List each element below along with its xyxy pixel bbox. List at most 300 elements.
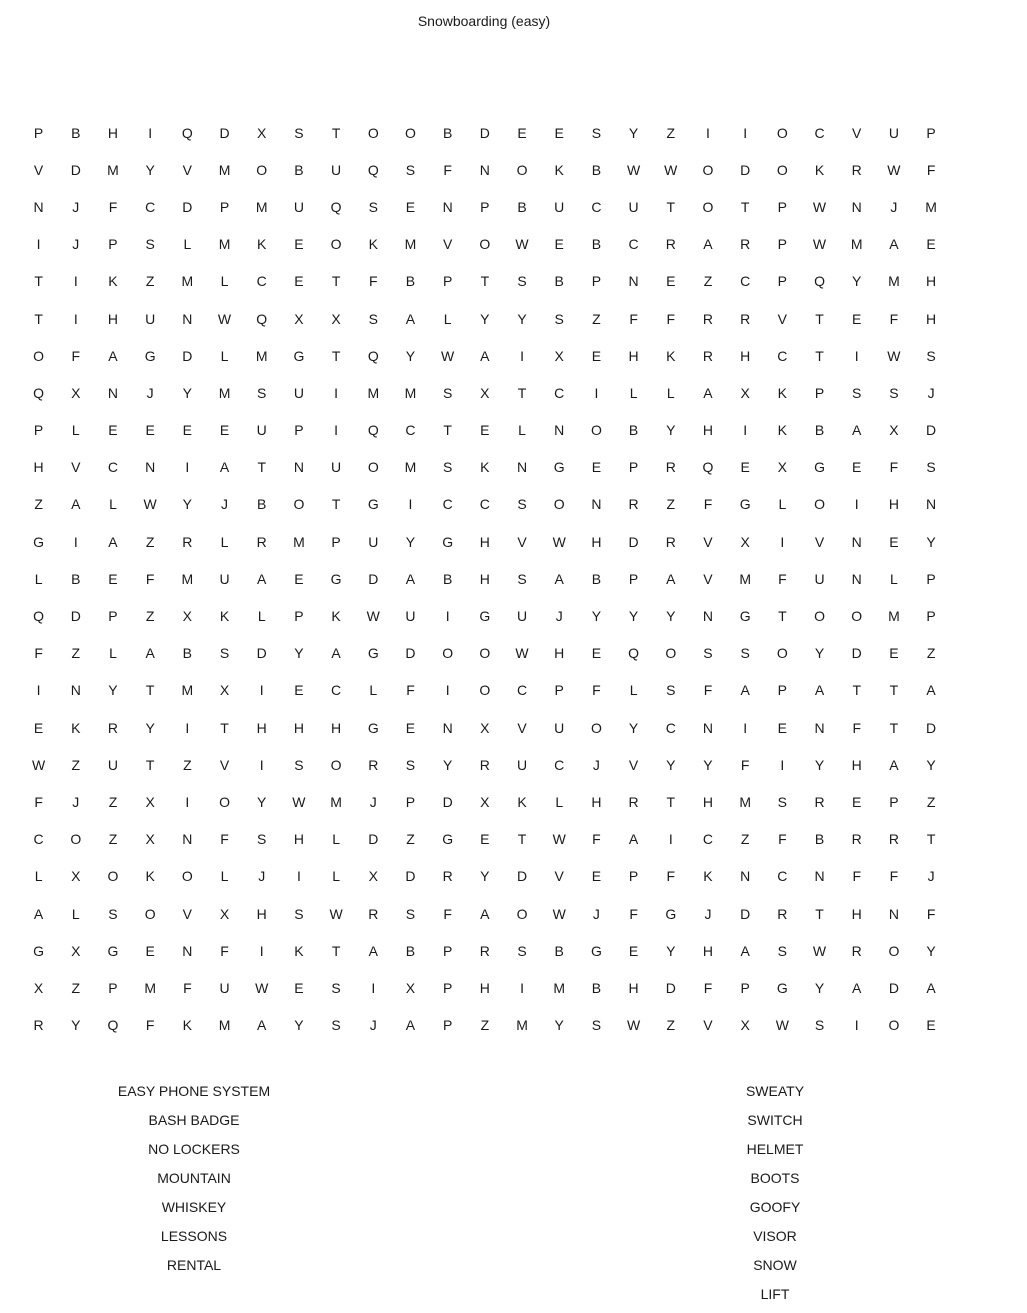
grid-cell[interactable]: C xyxy=(145,198,156,215)
grid-cell[interactable]: F xyxy=(183,979,192,996)
grid-cell[interactable]: K xyxy=(71,719,81,736)
grid-cell[interactable]: F xyxy=(703,682,713,699)
grid-cell[interactable]: K xyxy=(108,273,118,290)
grid-cell[interactable]: P xyxy=(777,236,788,253)
grid-cell[interactable]: U xyxy=(293,384,304,401)
grid-cell[interactable]: N xyxy=(591,496,602,513)
grid-cell[interactable]: F xyxy=(629,310,638,327)
grid-cell[interactable]: O xyxy=(442,645,454,662)
grid-cell[interactable]: E xyxy=(480,422,490,439)
grid-cell[interactable]: S xyxy=(591,1017,602,1034)
grid-cell[interactable]: R xyxy=(777,905,788,922)
grid-cell[interactable]: R xyxy=(851,831,862,848)
grid-cell[interactable]: N xyxy=(479,161,490,178)
grid-cell[interactable]: R xyxy=(442,868,453,885)
grid-cell[interactable]: J xyxy=(369,793,377,810)
grid-cell[interactable]: Y xyxy=(926,756,936,773)
grid-cell[interactable]: Y xyxy=(814,756,825,773)
grid-cell[interactable]: V xyxy=(703,570,713,587)
grid-cell[interactable]: Y xyxy=(926,942,936,959)
grid-cell[interactable]: J xyxy=(592,905,600,922)
grid-cell[interactable]: R xyxy=(665,459,676,476)
grid-cell[interactable]: E xyxy=(480,831,490,848)
grid-cell[interactable]: B xyxy=(442,570,453,587)
grid-cell[interactable]: Q xyxy=(33,608,45,625)
grid-cell[interactable]: B xyxy=(591,161,602,178)
grid-cell[interactable]: V xyxy=(777,310,788,327)
grid-cell[interactable]: D xyxy=(888,979,899,996)
grid-cell[interactable]: W xyxy=(552,905,566,922)
grid-cell[interactable]: O xyxy=(516,905,528,922)
grid-cell[interactable]: Y xyxy=(814,645,825,662)
grid-cell[interactable]: H xyxy=(256,719,267,736)
grid-cell[interactable]: P xyxy=(442,273,453,290)
grid-cell[interactable]: W xyxy=(366,608,380,625)
grid-cell[interactable]: P xyxy=(777,198,788,215)
grid-cell[interactable]: U xyxy=(554,719,565,736)
grid-cell[interactable]: W xyxy=(812,198,827,215)
grid-cell[interactable]: X xyxy=(145,831,155,848)
grid-cell[interactable]: Z xyxy=(145,608,155,625)
grid-cell[interactable]: Q xyxy=(330,198,342,215)
grid-cell[interactable]: C xyxy=(331,682,342,699)
grid-cell[interactable]: F xyxy=(220,942,229,959)
grid-cell[interactable]: N xyxy=(851,570,862,587)
grid-cell[interactable]: L xyxy=(332,831,340,848)
grid-cell[interactable]: F xyxy=(592,682,601,699)
grid-cell[interactable]: X xyxy=(480,793,490,810)
grid-cell[interactable]: Z xyxy=(108,831,118,848)
grid-cell[interactable]: C xyxy=(554,384,565,401)
grid-cell[interactable]: L xyxy=(443,310,452,327)
grid-cell[interactable]: H xyxy=(740,347,751,364)
grid-cell[interactable]: T xyxy=(666,793,676,810)
grid-cell[interactable]: Y xyxy=(145,719,155,736)
grid-cell[interactable]: R xyxy=(665,533,676,550)
grid-cell[interactable]: C xyxy=(256,273,267,290)
grid-cell[interactable]: F xyxy=(666,868,676,885)
grid-cell[interactable]: E xyxy=(294,570,304,587)
grid-cell[interactable]: D xyxy=(368,831,379,848)
grid-cell[interactable]: S xyxy=(219,645,230,662)
grid-cell[interactable]: J xyxy=(555,608,563,625)
grid-cell[interactable]: P xyxy=(628,570,639,587)
grid-cell[interactable]: Q xyxy=(628,645,640,662)
grid-cell[interactable]: M xyxy=(293,533,305,550)
grid-cell[interactable]: O xyxy=(70,831,82,848)
grid-cell[interactable]: Z xyxy=(926,793,936,810)
grid-cell[interactable]: A xyxy=(852,979,862,996)
grid-cell[interactable]: M xyxy=(255,198,268,215)
grid-cell[interactable]: L xyxy=(71,905,80,922)
grid-cell[interactable]: E xyxy=(852,793,862,810)
grid-cell[interactable]: T xyxy=(517,384,527,401)
grid-cell[interactable]: N xyxy=(814,719,825,736)
grid-cell[interactable]: P xyxy=(331,533,341,550)
grid-cell[interactable]: T xyxy=(889,719,899,736)
grid-cell[interactable]: C xyxy=(554,756,565,773)
grid-cell[interactable]: V xyxy=(517,719,527,736)
grid-cell[interactable]: O xyxy=(367,124,379,141)
grid-cell[interactable]: I xyxy=(334,384,339,401)
grid-cell[interactable]: A xyxy=(703,384,713,401)
grid-cell[interactable]: E xyxy=(294,273,304,290)
grid-cell[interactable]: P xyxy=(294,422,304,439)
grid-cell[interactable]: U xyxy=(368,533,379,550)
grid-cell[interactable]: I xyxy=(408,496,413,513)
grid-cell[interactable]: W xyxy=(664,161,678,178)
grid-cell[interactable]: A xyxy=(926,682,936,699)
grid-cell[interactable]: O xyxy=(665,645,677,662)
grid-cell[interactable]: M xyxy=(925,198,937,215)
grid-cell[interactable]: G xyxy=(330,570,342,587)
grid-cell[interactable]: B xyxy=(591,979,602,996)
grid-cell[interactable]: I xyxy=(259,682,264,699)
grid-cell[interactable]: B xyxy=(71,124,81,141)
grid-cell[interactable]: T xyxy=(331,124,341,141)
grid-cell[interactable]: N xyxy=(442,198,453,215)
grid-cell[interactable]: S xyxy=(517,273,527,290)
grid-cell[interactable]: K xyxy=(554,161,564,178)
grid-cell[interactable]: Y xyxy=(480,868,490,885)
grid-cell[interactable]: S xyxy=(331,1017,341,1034)
grid-cell[interactable]: G xyxy=(776,979,788,996)
grid-cell[interactable]: K xyxy=(219,608,230,625)
grid-cell[interactable]: H xyxy=(293,831,304,848)
grid-cell[interactable]: N xyxy=(182,942,193,959)
grid-cell[interactable]: U xyxy=(405,608,416,625)
grid-cell[interactable]: B xyxy=(257,496,267,513)
grid-cell[interactable]: O xyxy=(814,496,825,513)
grid-cell[interactable]: D xyxy=(479,124,490,141)
grid-cell[interactable]: O xyxy=(405,124,416,141)
grid-cell[interactable]: K xyxy=(182,1017,193,1034)
grid-cell[interactable]: E xyxy=(294,682,304,699)
grid-cell[interactable]: S xyxy=(777,793,788,810)
grid-cell[interactable]: S xyxy=(926,459,936,476)
grid-cell[interactable]: I xyxy=(854,496,859,513)
grid-cell[interactable]: Z xyxy=(480,1017,490,1034)
grid-cell[interactable]: R xyxy=(702,310,714,327)
grid-cell[interactable]: O xyxy=(479,236,491,253)
grid-cell[interactable]: A xyxy=(33,905,44,922)
grid-cell[interactable]: H xyxy=(628,979,639,996)
grid-cell[interactable]: R xyxy=(888,831,899,848)
grid-cell[interactable]: M xyxy=(516,1017,528,1034)
grid-cell[interactable]: E xyxy=(740,459,750,476)
grid-cell[interactable]: L xyxy=(220,868,229,885)
grid-cell[interactable]: W xyxy=(775,1017,789,1034)
grid-cell[interactable]: F xyxy=(71,347,81,364)
grid-cell[interactable]: P xyxy=(405,793,416,810)
grid-cell[interactable]: T xyxy=(331,273,341,290)
grid-cell[interactable]: W xyxy=(515,645,529,662)
grid-cell[interactable]: P xyxy=(108,236,118,253)
grid-cell[interactable]: A xyxy=(852,422,862,439)
grid-cell[interactable]: J xyxy=(592,756,600,773)
grid-cell[interactable]: B xyxy=(71,570,81,587)
grid-cell[interactable]: V xyxy=(628,756,639,773)
grid-cell[interactable]: D xyxy=(256,645,267,662)
grid-cell[interactable]: E xyxy=(852,459,862,476)
grid-cell[interactable]: V xyxy=(703,533,713,550)
grid-cell[interactable]: D xyxy=(740,905,751,922)
grid-cell[interactable]: F xyxy=(778,570,787,587)
grid-cell[interactable]: E xyxy=(889,533,899,550)
grid-cell[interactable]: I xyxy=(445,682,450,699)
grid-cell[interactable]: A xyxy=(71,496,81,513)
grid-cell[interactable]: C xyxy=(516,682,528,699)
grid-cell[interactable]: T xyxy=(517,831,527,848)
grid-cell[interactable]: B xyxy=(405,273,416,290)
grid-cell[interactable]: C xyxy=(33,831,44,848)
grid-cell[interactable]: G xyxy=(367,719,379,736)
grid-cell[interactable]: V xyxy=(71,459,81,476)
grid-cell[interactable]: A xyxy=(257,570,267,587)
grid-cell[interactable]: O xyxy=(776,645,788,662)
grid-cell[interactable]: E xyxy=(554,124,564,141)
grid-cell[interactable]: E xyxy=(889,645,899,662)
grid-cell[interactable]: U xyxy=(331,459,342,476)
grid-cell[interactable]: N xyxy=(70,682,81,699)
grid-cell[interactable]: Z xyxy=(926,645,936,662)
grid-cell[interactable]: A xyxy=(480,347,490,364)
grid-cell[interactable]: Z xyxy=(108,793,118,810)
grid-cell[interactable]: M xyxy=(404,236,417,253)
grid-cell[interactable]: M xyxy=(181,682,194,699)
grid-cell[interactable]: P xyxy=(442,979,453,996)
grid-cell[interactable]: O xyxy=(776,124,788,141)
grid-cell[interactable]: S xyxy=(777,942,788,959)
grid-cell[interactable]: W xyxy=(812,942,827,959)
grid-cell[interactable]: S xyxy=(108,905,118,922)
grid-cell[interactable]: U xyxy=(331,161,342,178)
grid-cell[interactable]: X xyxy=(71,384,81,401)
grid-cell[interactable]: T xyxy=(815,905,824,922)
grid-cell[interactable]: P xyxy=(219,198,230,215)
grid-cell[interactable]: Y xyxy=(517,310,527,327)
grid-cell[interactable]: A xyxy=(666,570,676,587)
grid-cell[interactable]: K xyxy=(294,942,304,959)
grid-cell[interactable]: M xyxy=(218,161,231,178)
grid-cell[interactable]: D xyxy=(926,422,937,439)
grid-cell[interactable]: V xyxy=(554,868,564,885)
grid-cell[interactable]: E xyxy=(294,979,304,996)
grid-cell[interactable]: O xyxy=(293,496,305,513)
grid-cell[interactable]: Y xyxy=(442,756,453,773)
grid-cell[interactable]: L xyxy=(629,682,638,699)
grid-cell[interactable]: X xyxy=(257,124,267,141)
grid-cell[interactable]: T xyxy=(145,682,155,699)
grid-cell[interactable]: N xyxy=(182,831,193,848)
grid-cell[interactable]: H xyxy=(293,719,304,736)
grid-cell[interactable]: X xyxy=(219,682,230,699)
grid-cell[interactable]: C xyxy=(107,459,119,476)
grid-cell[interactable]: Y xyxy=(405,347,416,364)
grid-cell[interactable]: L xyxy=(109,645,117,662)
grid-cell[interactable]: R xyxy=(256,533,267,550)
grid-cell[interactable]: W xyxy=(31,756,46,773)
grid-cell[interactable]: L xyxy=(629,384,638,401)
grid-cell[interactable]: Z xyxy=(666,496,676,513)
grid-cell[interactable]: A xyxy=(145,645,155,662)
grid-cell[interactable]: V xyxy=(852,124,862,141)
grid-cell[interactable]: R xyxy=(107,719,119,736)
grid-cell[interactable]: Y xyxy=(628,719,639,736)
grid-cell[interactable]: T xyxy=(480,273,490,290)
grid-cell[interactable]: P xyxy=(33,422,44,439)
grid-cell[interactable]: G xyxy=(144,347,156,364)
grid-cell[interactable]: F xyxy=(629,905,638,922)
grid-cell[interactable]: O xyxy=(479,682,491,699)
grid-cell[interactable]: K xyxy=(666,347,676,364)
grid-cell[interactable]: N xyxy=(814,868,825,885)
grid-cell[interactable]: V xyxy=(703,1017,713,1034)
grid-cell[interactable]: G xyxy=(33,942,45,959)
grid-cell[interactable]: R xyxy=(479,942,490,959)
grid-cell[interactable]: I xyxy=(185,459,190,476)
grid-cell[interactable]: F xyxy=(889,310,899,327)
grid-cell[interactable]: I xyxy=(780,533,785,550)
grid-cell[interactable]: L xyxy=(555,793,564,810)
grid-cell[interactable]: S xyxy=(442,459,453,476)
grid-cell[interactable]: H xyxy=(702,793,714,810)
grid-cell[interactable]: E xyxy=(554,236,564,253)
grid-cell[interactable]: P xyxy=(926,570,936,587)
grid-cell[interactable]: S xyxy=(405,905,416,922)
grid-cell[interactable]: S xyxy=(517,942,527,959)
grid-cell[interactable]: T xyxy=(257,459,266,476)
grid-cell[interactable]: Z xyxy=(406,831,415,848)
grid-cell[interactable]: T xyxy=(852,682,861,699)
grid-cell[interactable]: A xyxy=(926,979,936,996)
grid-cell[interactable]: N xyxy=(851,533,862,550)
grid-cell[interactable]: X xyxy=(71,942,81,959)
grid-cell[interactable]: V xyxy=(33,161,44,178)
grid-cell[interactable]: M xyxy=(404,459,417,476)
grid-cell[interactable]: Y xyxy=(628,124,639,141)
grid-cell[interactable]: F xyxy=(369,273,378,290)
grid-cell[interactable]: F xyxy=(443,161,452,178)
grid-cell[interactable]: M xyxy=(739,793,751,810)
grid-cell[interactable]: Q xyxy=(814,273,825,290)
grid-cell[interactable]: L xyxy=(257,608,266,625)
grid-cell[interactable]: F xyxy=(406,682,415,699)
grid-cell[interactable]: N xyxy=(888,905,899,922)
grid-cell[interactable]: S xyxy=(405,756,416,773)
grid-cell[interactable]: T xyxy=(815,310,824,327)
grid-cell[interactable]: G xyxy=(293,347,305,364)
grid-cell[interactable]: X xyxy=(740,384,750,401)
grid-cell[interactable]: F xyxy=(443,905,452,922)
grid-cell[interactable]: R xyxy=(368,905,379,922)
grid-cell[interactable]: R xyxy=(479,756,490,773)
grid-cell[interactable]: F xyxy=(740,756,750,773)
grid-cell[interactable]: X xyxy=(182,608,193,625)
grid-cell[interactable]: L xyxy=(518,422,526,439)
grid-cell[interactable]: I xyxy=(706,124,710,141)
grid-cell[interactable]: Z xyxy=(666,124,676,141)
grid-cell[interactable]: I xyxy=(445,608,450,625)
grid-cell[interactable]: S xyxy=(257,384,267,401)
grid-cell[interactable]: L xyxy=(890,570,898,587)
grid-cell[interactable]: G xyxy=(442,831,454,848)
grid-cell[interactable]: U xyxy=(516,756,528,773)
grid-cell[interactable]: W xyxy=(329,905,343,922)
grid-cell[interactable]: L xyxy=(332,868,340,885)
grid-cell[interactable]: R xyxy=(182,533,193,550)
grid-cell[interactable]: M xyxy=(107,161,119,178)
grid-cell[interactable]: Y xyxy=(554,1017,564,1034)
grid-cell[interactable]: D xyxy=(665,979,676,996)
grid-cell[interactable]: J xyxy=(221,496,229,513)
grid-cell[interactable]: E xyxy=(666,273,676,290)
grid-cell[interactable]: S xyxy=(331,979,341,996)
grid-cell[interactable]: Q xyxy=(33,384,45,401)
grid-cell[interactable]: E xyxy=(108,570,118,587)
grid-cell[interactable]: U xyxy=(888,124,899,141)
grid-cell[interactable]: C xyxy=(442,496,453,513)
grid-cell[interactable]: J xyxy=(146,384,154,401)
grid-cell[interactable]: O xyxy=(367,459,379,476)
grid-cell[interactable]: S xyxy=(591,124,602,141)
grid-cell[interactable]: U xyxy=(293,198,304,215)
grid-cell[interactable]: G xyxy=(367,496,379,513)
grid-cell[interactable]: M xyxy=(218,1017,231,1034)
grid-cell[interactable]: N xyxy=(702,719,714,736)
grid-cell[interactable]: I xyxy=(73,533,78,550)
grid-cell[interactable]: A xyxy=(405,570,416,587)
grid-cell[interactable]: P xyxy=(442,1017,453,1034)
grid-cell[interactable]: D xyxy=(740,161,751,178)
grid-cell[interactable]: K xyxy=(777,384,788,401)
grid-cell[interactable]: J xyxy=(927,868,935,885)
grid-cell[interactable]: X xyxy=(331,310,341,327)
grid-cell[interactable]: H xyxy=(107,124,119,141)
grid-cell[interactable]: A xyxy=(554,570,564,587)
grid-cell[interactable]: P xyxy=(554,682,564,699)
grid-cell[interactable]: O xyxy=(330,756,342,773)
grid-cell[interactable]: H xyxy=(591,793,602,810)
grid-cell[interactable]: Z xyxy=(592,310,601,327)
grid-cell[interactable]: V xyxy=(442,236,453,253)
grid-cell[interactable]: K xyxy=(331,608,341,625)
grid-cell[interactable]: S xyxy=(257,831,267,848)
grid-cell[interactable]: W xyxy=(255,979,269,996)
grid-cell[interactable]: R xyxy=(740,236,751,253)
grid-cell[interactable]: Q xyxy=(367,347,379,364)
grid-cell[interactable]: O xyxy=(590,719,602,736)
grid-cell[interactable]: P xyxy=(108,979,118,996)
grid-cell[interactable]: C xyxy=(777,347,788,364)
grid-cell[interactable]: B xyxy=(294,161,304,178)
grid-cell[interactable]: Y xyxy=(257,793,267,810)
grid-cell[interactable]: E xyxy=(219,422,230,439)
grid-cell[interactable]: W xyxy=(441,347,455,364)
grid-cell[interactable]: S xyxy=(666,682,676,699)
grid-cell[interactable]: X xyxy=(740,1017,750,1034)
grid-cell[interactable]: H xyxy=(554,645,565,662)
grid-cell[interactable]: A xyxy=(480,905,490,922)
grid-cell[interactable]: Y xyxy=(814,979,825,996)
grid-cell[interactable]: T xyxy=(740,198,750,215)
grid-cell[interactable]: I xyxy=(36,236,41,253)
grid-cell[interactable]: Y xyxy=(926,533,936,550)
grid-cell[interactable]: T xyxy=(889,682,899,699)
grid-cell[interactable]: W xyxy=(515,236,529,253)
grid-cell[interactable]: B xyxy=(628,422,639,439)
grid-cell[interactable]: Q xyxy=(702,459,714,476)
